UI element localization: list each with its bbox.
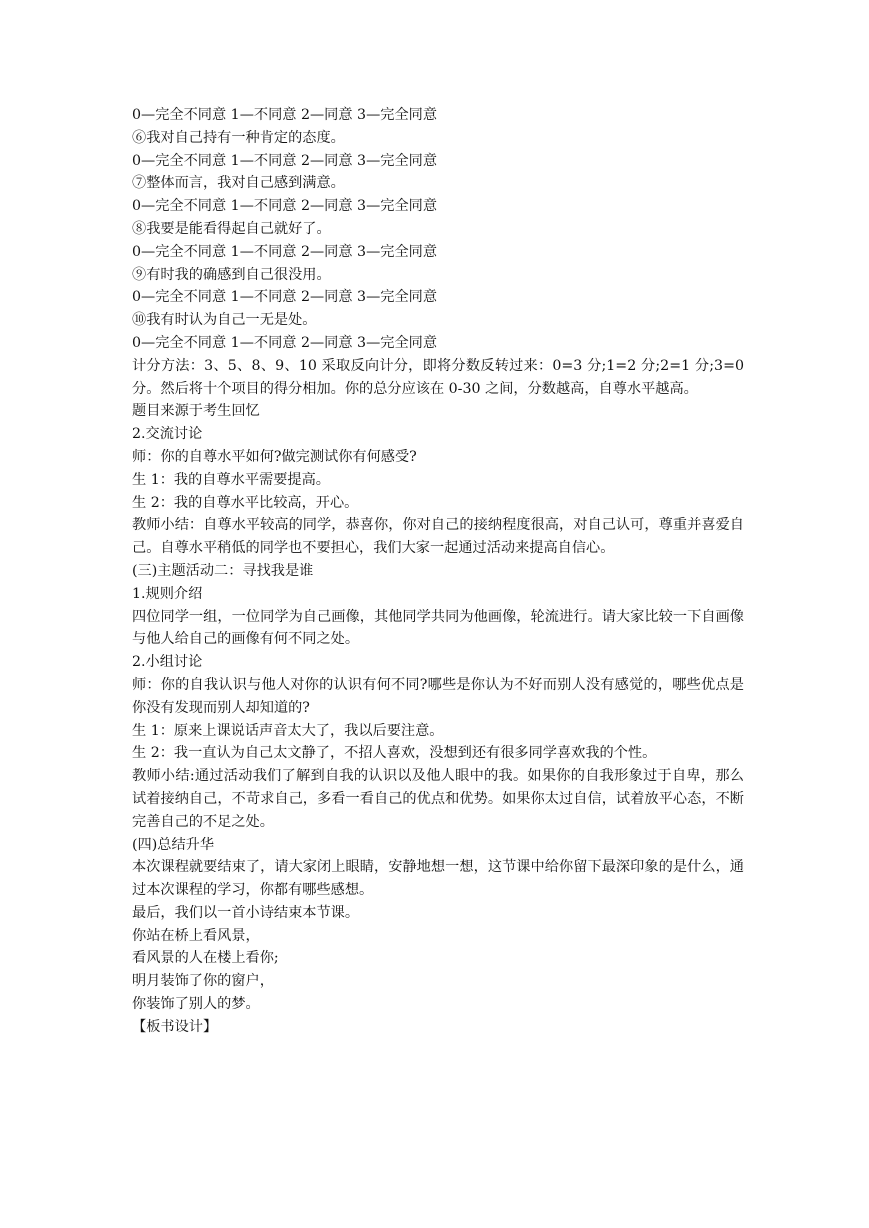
text-line: 师：你的自尊水平如何?做完测试你有何感受? — [132, 448, 417, 465]
paragraph: 教师小结：自尊水平较高的同学，恭喜你，你对自己的接纳程度很高，对自己认可，尊重并喜爱自己。自尊水平稍低的同学也不要担心，我们大家一起通过活动来提高自信心。 — [132, 517, 744, 557]
text-line: ⑦整体而言，我对自己感到满意。 — [132, 175, 345, 192]
text-line: 你装饰了别人的梦。 — [132, 996, 260, 1013]
text-line: ⑨有时我的确感到自己很没用。 — [132, 266, 331, 283]
text-line: 生 1：原来上课说话声音太大了，我以后要注意。 — [132, 722, 444, 739]
text-line: 明月装饰了你的窗户， — [132, 973, 274, 990]
paragraph: 计分方法：3、5、8、9、10 采取反向计分，即将分数反转过来：0=3 分;1=2 分;2=1 分;3=0 分。然后将十个项目的得分相加。你的总分应该在 0-30 之间，分数越高，自尊水平越高。 — [132, 357, 744, 397]
text-line: 看风景的人在楼上看你; — [132, 950, 279, 967]
text-line: 你站在桥上看风景， — [132, 927, 260, 944]
text-line: ⑩我有时认为自己一无是处。 — [132, 312, 317, 329]
text-line: 生 1：我的自尊水平需要提高。 — [132, 471, 330, 488]
text-line: 0—完全不同意 1—不同意 2—同意 3—完全同意 — [132, 198, 438, 215]
text-line: 生 2：我的自尊水平比较高，开心。 — [132, 494, 359, 511]
text-line: 【板书设计】 — [132, 1018, 218, 1035]
text-line: 0—完全不同意 1—不同意 2—同意 3—完全同意 — [132, 243, 438, 260]
text-line: 2.小组讨论 — [132, 654, 203, 671]
text-line: (三)主题活动二：寻找我是谁 — [132, 562, 314, 579]
paragraph: 教师小结:通过活动我们了解到自我的认识以及他人眼中的我。如果你的自我形象过于自卑，那么试着接纳自己，不苛求自己，多看一看自己的优点和优势。如果你太过自信，试着放平心态，不断完善自己的不足之处。 — [132, 768, 744, 830]
text-line: 1.规则介绍 — [132, 585, 203, 602]
document-page — [132, 104, 744, 1039]
text-line: ⑥我对自己持有一种肯定的态度。 — [132, 129, 345, 146]
text-line: 0—完全不同意 1—不同意 2—同意 3—完全同意 — [132, 152, 438, 169]
text-line: 0—完全不同意 1—不同意 2—同意 3—完全同意 — [132, 107, 438, 123]
paragraph: 本次课程就要结束了，请大家闭上眼睛，安静地想一想，这节课中给你留下最深印象的是什么，通过本次课程的学习，你都有哪些感想。 — [132, 859, 744, 899]
text-line: 0—完全不同意 1—不同意 2—同意 3—完全同意 — [132, 334, 438, 351]
text-line: ⑧我要是能看得起自己就好了。 — [132, 220, 331, 237]
text-line: 最后，我们以一首小诗结束本节课。 — [132, 904, 360, 921]
text-line: 0—完全不同意 1—不同意 2—同意 3—完全同意 — [132, 289, 438, 306]
text-line: 题目来源于考生回忆 — [132, 403, 260, 420]
paragraph: 四位同学一组，一位同学为自己画像，其他同学共同为他画像，轮流进行。请大家比较一下自画像与他人给自己的画像有何不同之处。 — [132, 608, 744, 648]
text-line: 2.交流讨论 — [132, 426, 203, 443]
text-line: (四)总结升华 — [132, 836, 215, 853]
text-line: 生 2：我一直认为自己太文静了，不招人喜欢，没想到还有很多同学喜欢我的个性。 — [132, 745, 657, 762]
paragraph: 师：你的自我认识与他人对你的认识有何不同?哪些是你认为不好而别人没有感觉的，哪些优点是你没有发现而别人却知道的? — [132, 676, 744, 716]
